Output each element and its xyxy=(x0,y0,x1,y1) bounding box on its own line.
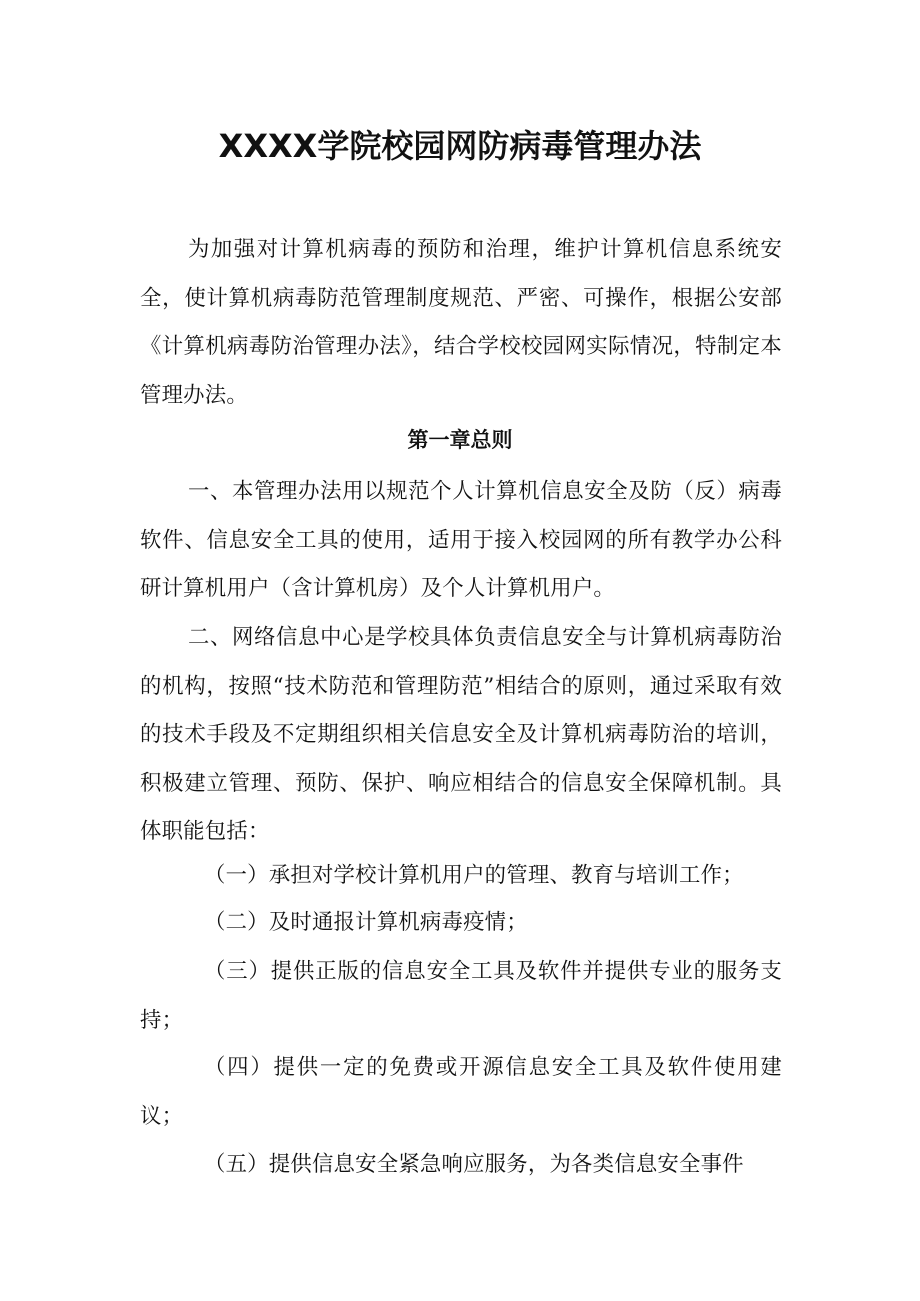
duty-item-3: （三）提供正版的信息安全工具及软件并提供专业的服务支持； xyxy=(140,959,782,1033)
article-1-paragraph: 一、本管理办法用以规范个人计算机信息安全及防（反）病毒软件、信息安全工具的使用，适用于接入校园网的所有教学办公科研计算机用户（含计算机房）及个人计算机用户。 xyxy=(140,479,782,602)
intro-paragraph: 为加强对计算机病毒的预防和治理，维护计算机信息系统安全，使计算机病毒防范管理制度规范、严密、可操作，根据公安部《计算机病毒防治管理办法》，结合学校校园网实际情况，特制定本管理办法。 xyxy=(140,237,782,408)
article-2-paragraph: 二、网络信息中心是学校具体负责信息安全与计算机病毒防治的机构，按照“技术防范和管理防范”相结合的原则，通过采取有效的技术手段及不定期组织相关信息安全及计算机病毒防治的培训，积极建立管理、预防、保护、响应相结合的信息安全保障机制。具体职能包括： xyxy=(140,625,782,845)
duty-item-5: （五）提供信息安全紧急响应服务，为各类信息安全事件 xyxy=(204,1152,744,1177)
duty-item-4: （四）提供一定的免费或开源信息安全工具及软件使用建议； xyxy=(140,1055,782,1129)
duty-item-2: （二）及时通报计算机病毒疫情； xyxy=(204,910,528,935)
duty-item-1: （一）承担对学校计算机用户的管理、教育与培训工作； xyxy=(204,863,744,888)
document-title: XXXX学院校园网防病毒管理办法 xyxy=(218,127,702,165)
chapter-heading: 第一章总则 xyxy=(407,428,513,452)
